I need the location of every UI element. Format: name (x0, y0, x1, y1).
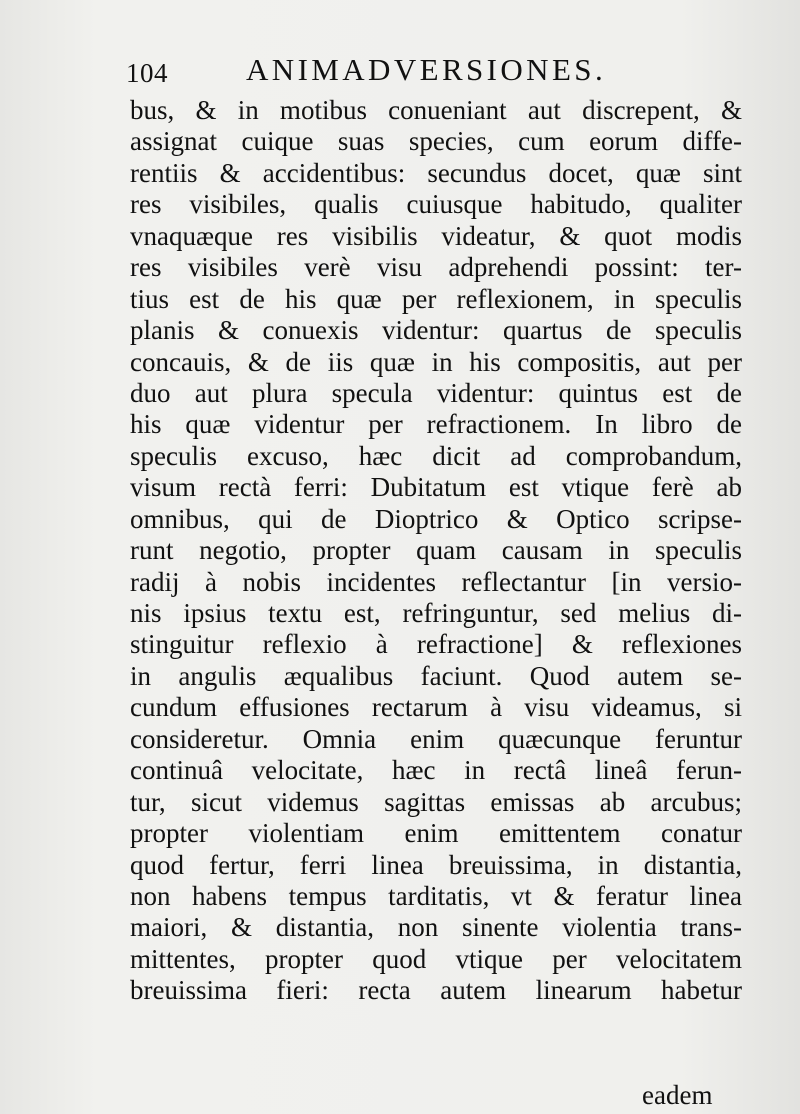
text-line: breuissima fieri: recta autem linearum habetur (130, 975, 742, 1006)
text-line: propter violentiam enim emittentem conatur (130, 818, 742, 849)
text-line: radij à nobis incidentes reflectantur [in versio- (130, 566, 742, 597)
text-line: quod fertur, ferri linea breuissima, in distantia, (130, 849, 742, 880)
text-line: consideretur. Omnia enim quæcunque feruntur (130, 723, 742, 754)
text-line: duo aut plura specula videntur: quintus est de (130, 377, 742, 408)
text-line: continuâ velocitate, hæc in rectâ lineâ ferun- (130, 755, 742, 786)
text-line: bus, & in motibus conueniant aut discrepent, & (130, 95, 742, 125)
text-line: visum rectà ferri: Dubitatum est vtique ferè ab (130, 472, 742, 503)
text-line: mittentes, propter quod vtique per velocitatem (130, 943, 742, 974)
text-line: his quæ videntur per refractionem. In libro de (130, 409, 742, 440)
text-line: tur, sicut videmus sagittas emissas ab arcubus; (130, 786, 742, 817)
running-head: ANIMADVERSIONES. (246, 52, 607, 87)
text-line: maiori, & distantia, non sinente violentia trans- (130, 912, 742, 943)
page-header (126, 52, 646, 92)
text-line: rentiis & accidentibus: secundus docet, quæ sint (130, 157, 742, 188)
text-line: planis & conuexis videntur: quartus de speculis (130, 315, 742, 346)
text-line: runt negotio, propter quam causam in speculis (130, 535, 742, 566)
page-number: 104 (126, 58, 168, 88)
text-line: res visibiles verè visu adprehendi possint: ter- (130, 252, 742, 283)
body-text (130, 95, 742, 1007)
text-line: tius est de his quæ per reflexionem, in speculis (130, 283, 742, 314)
text-line: nis ipsius textu est, refringuntur, sed melius di- (130, 598, 742, 628)
text-line: speculis excuso, hæc dicit ad comprobandum, (130, 440, 742, 471)
text-line: assignat cuique suas species, cum eorum diffe- (130, 126, 742, 157)
text-line: res visibiles, qualis cuiusque habitudo, qualiter (130, 189, 742, 220)
text-line: stinguitur reflexio à refractione] & reflexiones (130, 629, 742, 660)
text-line: omnibus, qui de Dioptrico & Optico scripse- (130, 503, 742, 534)
text-line: concauis, & de iis quæ in his compositis, aut per (130, 346, 742, 377)
text-line: vnaquæque res visibilis videatur, & quot modis (130, 220, 742, 251)
text-line: non habens tempus tarditatis, vt & feratur linea (130, 880, 742, 911)
catchword: eadem (642, 1080, 713, 1110)
text-line: in angulis æqualibus faciunt. Quod autem se- (130, 660, 742, 691)
text-line: cundum effusiones rectarum à visu videamus, si (130, 692, 742, 723)
